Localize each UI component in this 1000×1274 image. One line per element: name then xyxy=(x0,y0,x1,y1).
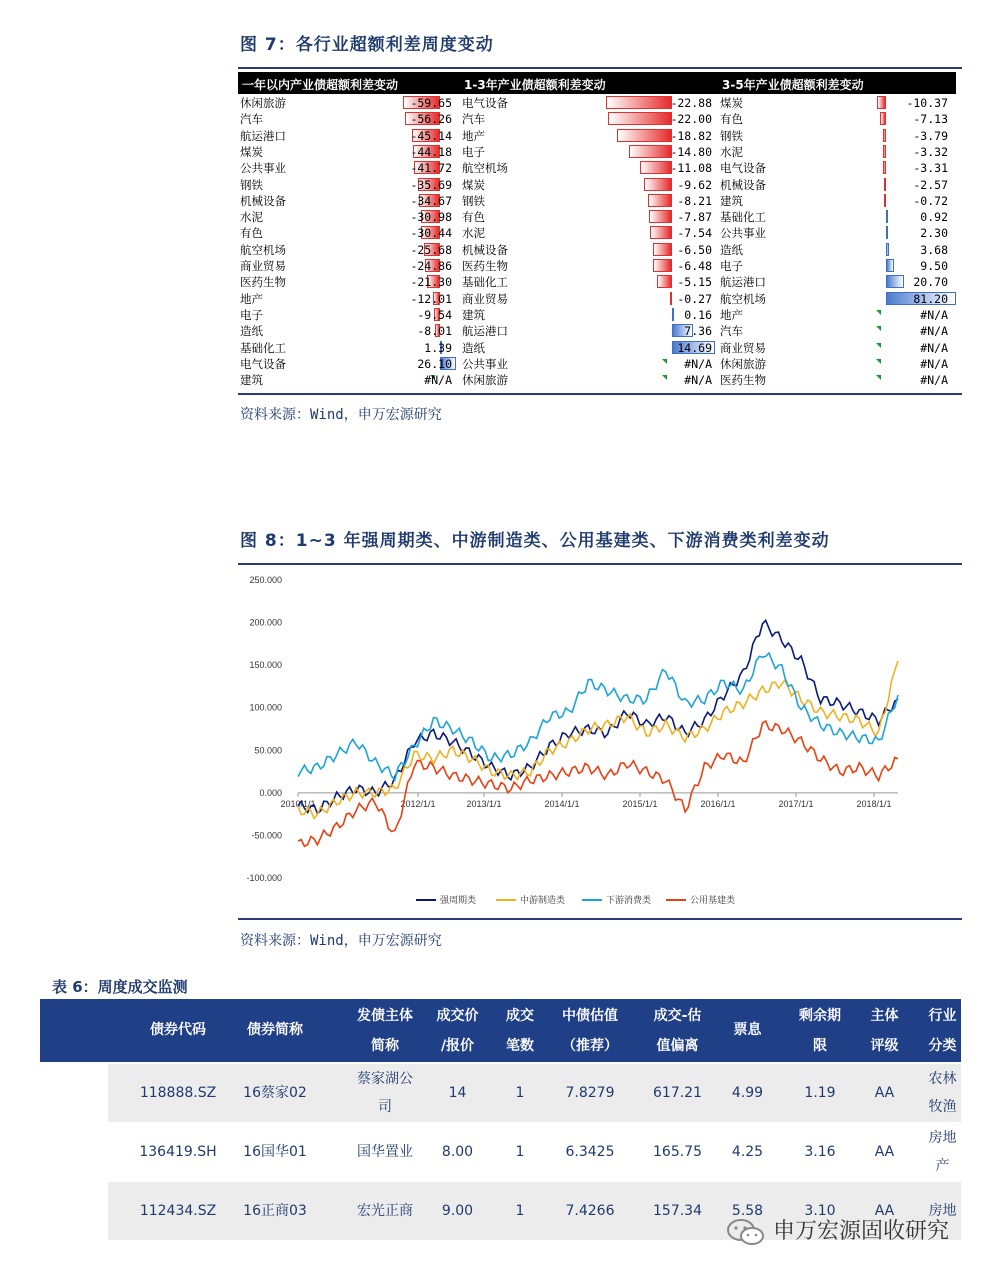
spread-value: -30.98 xyxy=(410,210,452,225)
industry-name: 电气设备 xyxy=(240,356,286,371)
fig7-bottom-rule xyxy=(238,393,962,395)
table-cell: 14 xyxy=(448,1085,467,1101)
spread-value: -3.31 xyxy=(913,161,948,176)
table-cell: 7.4266 xyxy=(565,1203,615,1219)
figure-8-line-chart xyxy=(238,570,962,915)
spread-value: -10.37 xyxy=(906,96,948,110)
spread-value: -34.67 xyxy=(410,193,452,208)
table-cell: 9.00 xyxy=(441,1203,474,1219)
table-cell: 8.00 xyxy=(441,1144,474,1160)
spread-value: 14.69 xyxy=(677,340,712,355)
na-marker-icon xyxy=(876,375,881,380)
table-cell: 国华置业 xyxy=(357,1144,413,1160)
table-header-cell: 中债估值 （推荐） xyxy=(562,1008,618,1054)
spread-value: 0.16 xyxy=(684,307,712,322)
y-tick-label: 250.000 xyxy=(249,575,282,585)
spread-value: -35.69 xyxy=(410,177,452,192)
industry-name: 造纸 xyxy=(462,340,485,355)
industry-name: 机械设备 xyxy=(462,242,508,257)
spread-value: -22.88 xyxy=(670,96,712,110)
spread-value: 7.36 xyxy=(684,324,712,339)
header-col2: 1-3年产业债超额利差变动 xyxy=(464,78,606,92)
table-cell: 136419.SH xyxy=(139,1144,217,1160)
spread-value: -6.50 xyxy=(677,242,712,257)
series-line-3 xyxy=(298,721,898,846)
table-cell: 1 xyxy=(515,1144,525,1160)
spread-value: #N/A xyxy=(424,373,452,388)
industry-name: 地产 xyxy=(240,291,263,306)
x-tick-label: 2018/1/1 xyxy=(856,798,892,809)
header-col3: 3-5年产业债超额利差变动 xyxy=(722,78,864,92)
table-cell: 1.19 xyxy=(804,1085,836,1101)
spread-value: -11.08 xyxy=(670,161,712,176)
spread-value: -59.65 xyxy=(410,96,452,110)
industry-name: 有色 xyxy=(720,112,743,127)
industry-name: 地产 xyxy=(462,128,485,143)
figure-7-title: 图 7：各行业超额利差周度变动 xyxy=(240,35,494,55)
spread-value: -9.62 xyxy=(677,177,712,192)
table-cell: 165.75 xyxy=(653,1144,702,1160)
header-col1: 一年以内产业债超额利差变动 xyxy=(242,78,399,92)
spread-value: 3.68 xyxy=(920,242,948,257)
figure-7-header xyxy=(238,72,956,94)
spread-value: #N/A xyxy=(920,373,948,388)
spread-bar xyxy=(880,112,886,125)
table-cell: 房地 xyxy=(928,1203,957,1219)
table-cell: 16正商03 xyxy=(243,1203,307,1219)
table-cell: 16蔡家02 xyxy=(243,1085,307,1101)
spread-value: 26.10 xyxy=(417,356,452,371)
spread-value: -45.14 xyxy=(410,128,452,143)
y-tick-label: -50.000 xyxy=(251,830,282,841)
industry-name: 汽车 xyxy=(462,112,485,127)
table-cell: 5.58 xyxy=(731,1203,764,1219)
spread-value: -44.18 xyxy=(410,144,452,159)
spread-value: 1.39 xyxy=(424,340,452,355)
spread-value: #N/A xyxy=(920,340,948,355)
industry-name: 电气设备 xyxy=(720,161,766,176)
industry-name: 煤炭 xyxy=(462,177,485,192)
industry-name: 商业贸易 xyxy=(720,340,766,355)
spread-value: 20.70 xyxy=(913,275,948,290)
spread-value: -7.87 xyxy=(677,210,712,225)
spread-value: -9.54 xyxy=(417,307,452,322)
table-6-title: 表 6：周度成交监测 xyxy=(52,978,188,996)
spread-value: #N/A xyxy=(920,356,948,371)
table-header-cell: 剩余期 限 xyxy=(799,1008,841,1054)
spread-value: -18.82 xyxy=(670,128,712,143)
y-tick-label: 200.000 xyxy=(249,617,282,628)
table-cell: AA xyxy=(874,1144,895,1160)
spread-bar xyxy=(884,194,886,207)
spread-value: #N/A xyxy=(920,307,948,322)
table-header-cell: 发债主体 简称 xyxy=(357,1008,413,1054)
industry-name: 航空机场 xyxy=(720,291,766,306)
industry-name: 航运港口 xyxy=(720,275,766,290)
table-cell: 宏光正商 xyxy=(357,1203,413,1219)
table-cell: 4.25 xyxy=(731,1144,764,1160)
industry-name: 基础化工 xyxy=(462,275,508,290)
y-tick-label: 100.000 xyxy=(249,702,282,713)
industry-name: 基础化工 xyxy=(240,340,286,355)
na-marker-icon xyxy=(876,310,881,315)
watermark-text: 申万宏源固收研究 xyxy=(773,1219,950,1244)
industry-name: 商业贸易 xyxy=(462,291,508,306)
spread-value: 0.92 xyxy=(920,210,948,225)
industry-name: 商业贸易 xyxy=(240,259,286,273)
table-row xyxy=(108,1064,961,1122)
industry-name: 电子 xyxy=(720,259,743,273)
industry-name: 钢铁 xyxy=(462,193,485,208)
spread-value: -7.13 xyxy=(913,112,948,127)
table-cell: 农林 牧渔 xyxy=(928,1071,957,1115)
industry-name: 钢铁 xyxy=(240,177,263,192)
industry-name: 建筑 xyxy=(462,307,485,322)
spread-value: -22.00 xyxy=(670,112,712,127)
figure-8-title: 图 8：1~3 年强周期类、中游制造类、公用基建类、下游消费类利差变动 xyxy=(240,531,830,551)
legend-label: 中游制造类 xyxy=(520,896,566,906)
legend-label: 强周期类 xyxy=(440,896,477,906)
industry-name: 建筑 xyxy=(240,373,263,388)
spread-value: -3.32 xyxy=(913,144,948,159)
series-line-2 xyxy=(298,653,898,780)
spread-value: -0.72 xyxy=(913,193,948,208)
table-header-cell: 债券简称 xyxy=(247,1022,303,1038)
wechat-icon xyxy=(726,1217,766,1247)
industry-name: 电气设备 xyxy=(462,96,508,110)
x-tick-label: 2012/1/1 xyxy=(400,798,436,809)
industry-name: 汽车 xyxy=(240,112,263,127)
table-cell: 112434.SZ xyxy=(139,1203,217,1219)
spread-value: -3.79 xyxy=(913,128,948,143)
x-tick-label: 2014/1/1 xyxy=(544,798,580,809)
spread-value: -21.30 xyxy=(410,275,452,290)
spread-value: -5.15 xyxy=(677,275,712,290)
spread-value: -24.86 xyxy=(410,259,452,273)
industry-name: 建筑 xyxy=(720,193,743,208)
table-cell: 3.16 xyxy=(804,1144,836,1160)
table-cell: 16国华01 xyxy=(243,1144,307,1160)
table-cell: AA xyxy=(874,1085,895,1101)
industry-name: 公共事业 xyxy=(240,161,286,176)
spread-value: #N/A xyxy=(684,356,712,371)
x-tick-label: 2013/1/1 xyxy=(466,798,502,809)
table-cell: 蔡家湖公 司 xyxy=(357,1071,413,1115)
table-6-header xyxy=(40,999,961,1062)
table-header-cell: 成交 笔数 xyxy=(506,1008,534,1054)
industry-name: 造纸 xyxy=(720,242,743,257)
industry-name: 钢铁 xyxy=(720,128,743,143)
legend-label: 下游消费类 xyxy=(606,896,652,906)
table-header-cell: 债券代码 xyxy=(150,1022,206,1038)
table-cell: 157.34 xyxy=(653,1203,702,1219)
industry-name: 造纸 xyxy=(240,324,263,339)
table-cell: 3.10 xyxy=(804,1203,836,1219)
x-tick-label: 2016/1/1 xyxy=(700,798,736,809)
series-line-0 xyxy=(298,620,898,813)
y-tick-label: 0.000 xyxy=(259,787,282,798)
industry-name: 航空机场 xyxy=(240,242,286,257)
spread-value: #N/A xyxy=(684,373,712,388)
industry-name: 基础化工 xyxy=(720,210,766,225)
industry-name: 地产 xyxy=(720,307,743,322)
top-rule xyxy=(238,67,962,69)
legend-label: 公用基建类 xyxy=(690,896,736,906)
industry-name: 水泥 xyxy=(720,144,743,159)
industry-name: 医药生物 xyxy=(720,373,766,388)
industry-name: 公共事业 xyxy=(720,226,766,241)
table-cell: 房地 产 xyxy=(928,1130,957,1174)
y-tick-label: 50.000 xyxy=(254,745,282,756)
series-line-1 xyxy=(298,661,898,819)
industry-name: 航运港口 xyxy=(462,324,508,339)
industry-name: 电子 xyxy=(240,307,263,322)
industry-name: 休闲旅游 xyxy=(240,96,286,110)
industry-name: 医药生物 xyxy=(462,259,508,273)
industry-name: 休闲旅游 xyxy=(720,356,766,371)
industry-name: 电子 xyxy=(462,144,485,159)
spread-value: -25.68 xyxy=(410,242,452,257)
industry-name: 休闲旅游 xyxy=(462,373,508,388)
table-cell: 1 xyxy=(515,1085,525,1101)
spread-bar xyxy=(883,161,886,174)
fig8-bottom-rule xyxy=(238,918,962,920)
spread-value: 9.50 xyxy=(920,259,948,273)
spread-bar xyxy=(877,96,886,109)
industry-name: 公共事业 xyxy=(462,356,508,371)
table-cell: 617.21 xyxy=(653,1085,702,1101)
spread-value: -12.01 xyxy=(410,291,452,306)
spread-bar xyxy=(884,178,886,191)
industry-name: 水泥 xyxy=(462,226,485,241)
spread-bar xyxy=(883,145,886,158)
table-header-cell: 行业 分类 xyxy=(928,1008,957,1054)
spread-value: -6.48 xyxy=(677,259,712,273)
fig8-top-rule xyxy=(238,563,962,565)
table-row xyxy=(108,1123,961,1181)
spread-value: -8.01 xyxy=(417,324,452,339)
watermark xyxy=(726,1214,949,1247)
spread-value: -0.27 xyxy=(677,291,712,306)
spread-value: #N/A xyxy=(920,324,948,339)
industry-name: 水泥 xyxy=(240,210,263,225)
na-marker-icon xyxy=(876,326,881,331)
industry-name: 机械设备 xyxy=(240,193,286,208)
industry-name: 汽车 xyxy=(720,324,743,339)
spread-bar xyxy=(883,129,886,142)
table-cell: 118888.SZ xyxy=(139,1085,217,1101)
spread-value: -56.26 xyxy=(410,112,452,127)
industry-name: 煤炭 xyxy=(720,96,743,110)
table-cell: 7.8279 xyxy=(565,1085,615,1101)
y-tick-label: 150.000 xyxy=(249,660,282,671)
figure-8-source: 资料来源：Wind，申万宏源研究 xyxy=(240,933,442,949)
table-cell: 6.3425 xyxy=(565,1144,615,1160)
table-cell: AA xyxy=(874,1203,895,1219)
x-tick-label: 2015/1/1 xyxy=(622,798,658,809)
na-marker-icon xyxy=(876,343,881,348)
spread-value: -14.80 xyxy=(670,144,712,159)
spread-value: 81.20 xyxy=(913,291,948,306)
industry-name: 有色 xyxy=(462,210,485,225)
spread-value: -8.21 xyxy=(677,193,712,208)
table-cell: 1 xyxy=(515,1203,525,1219)
table-header-cell: 成交价 /报价 xyxy=(436,1008,479,1054)
industry-name: 机械设备 xyxy=(720,177,766,192)
x-tick-label: 2017/1/1 xyxy=(778,798,814,809)
na-marker-icon xyxy=(876,359,881,364)
industry-name: 航空机场 xyxy=(462,161,508,176)
industry-name: 有色 xyxy=(240,226,263,241)
industry-name: 航运港口 xyxy=(240,128,286,143)
spread-value: -41.72 xyxy=(410,161,452,176)
table-header-cell: 票息 xyxy=(733,1022,762,1038)
spread-value: -30.44 xyxy=(410,226,452,241)
x-tick-label: 2010/1/1 xyxy=(280,798,316,809)
figure-7-source: 资料来源：Wind，申万宏源研究 xyxy=(240,407,442,423)
spread-value: 2.30 xyxy=(920,226,948,241)
table-header-cell: 成交-估 值偏离 xyxy=(653,1008,702,1054)
spread-value: -2.57 xyxy=(913,177,948,192)
industry-name: 医药生物 xyxy=(240,275,286,290)
y-tick-label: -100.000 xyxy=(246,873,282,883)
spread-value: -7.54 xyxy=(677,226,712,241)
table-cell: 4.99 xyxy=(731,1085,764,1101)
table-header-cell: 主体 评级 xyxy=(870,1008,899,1054)
industry-name: 煤炭 xyxy=(240,144,263,159)
